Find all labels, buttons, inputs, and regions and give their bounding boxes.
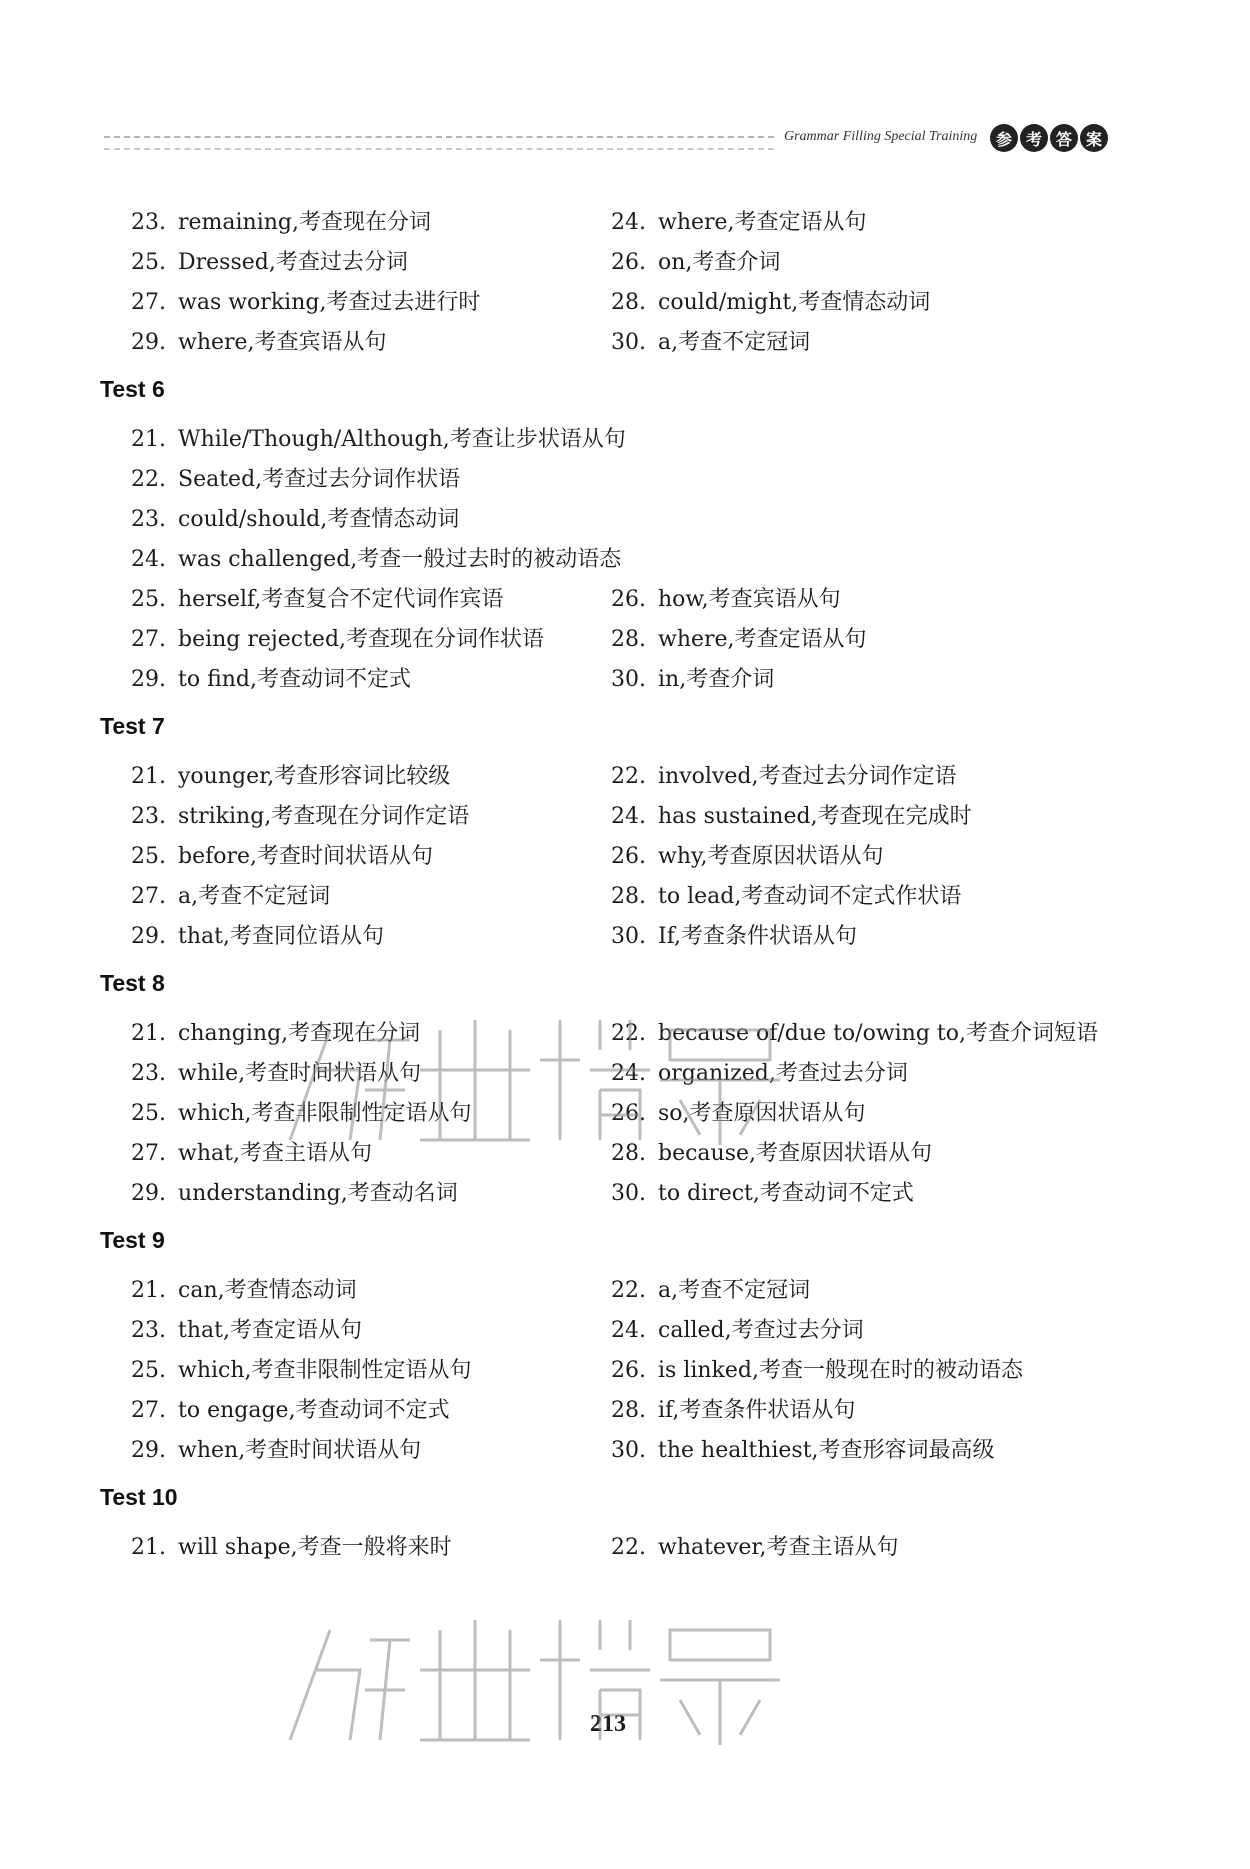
answer-number: 28. xyxy=(611,1140,646,1166)
answer-text: While/Though/Although,考查让步状语从句 xyxy=(178,426,626,452)
answer-text: involved,考查过去分词作定语 xyxy=(658,763,957,789)
answer-row xyxy=(118,1091,1118,1131)
answer-row xyxy=(118,577,1118,617)
answer-number: 24. xyxy=(611,1060,646,1086)
answer-number: 28. xyxy=(611,626,646,652)
answer-item xyxy=(598,622,1098,653)
answer-item xyxy=(118,325,598,356)
answer-number: 29. xyxy=(131,1437,166,1463)
answer-item xyxy=(118,1056,598,1087)
answer-number: 28. xyxy=(611,1397,646,1423)
answer-row xyxy=(118,657,1118,697)
answer-row xyxy=(118,754,1118,794)
answer-text: whatever,考查主语从句 xyxy=(658,1534,899,1560)
answer-number: 25. xyxy=(131,843,166,869)
answer-text: organized,考查过去分词 xyxy=(658,1060,908,1086)
answer-text: while,考查时间状语从句 xyxy=(178,1060,422,1086)
answer-item xyxy=(118,1273,598,1304)
answer-text: could/should,考查情态动词 xyxy=(178,506,460,532)
answer-item xyxy=(598,759,1098,790)
answer-text: was working,考查过去进行时 xyxy=(178,289,481,315)
answer-number: 30. xyxy=(611,1180,646,1206)
answer-item xyxy=(118,1176,598,1207)
answer-item xyxy=(598,1176,1098,1207)
answer-number: 25. xyxy=(131,1100,166,1126)
answer-text: has sustained,考查现在完成时 xyxy=(658,803,972,829)
answer-number: 26. xyxy=(611,843,646,869)
answer-item xyxy=(598,919,1098,950)
answer-row xyxy=(118,1011,1118,1051)
answer-text: that,考查同位语从句 xyxy=(178,923,384,949)
watermark-stamp-lower xyxy=(270,1590,790,1760)
answer-item xyxy=(598,1056,1098,1087)
answer-text: where,考查定语从句 xyxy=(658,209,867,235)
answer-number: 23. xyxy=(131,506,166,532)
answer-row xyxy=(118,1268,1118,1308)
answer-text: If,考查条件状语从句 xyxy=(658,923,858,949)
answer-text: on,考查介词 xyxy=(658,249,781,275)
answer-number: 21. xyxy=(131,763,166,789)
answer-number: 29. xyxy=(131,1180,166,1206)
answer-text: a,考查不定冠词 xyxy=(658,329,811,355)
answer-item xyxy=(118,1353,598,1384)
answer-row xyxy=(118,497,1118,537)
answer-item xyxy=(118,879,598,910)
answer-number: 22. xyxy=(611,1534,646,1560)
answer-item xyxy=(598,325,1098,356)
answer-item xyxy=(118,759,598,790)
answer-row xyxy=(118,1171,1118,1211)
answer-text: why,考查原因状语从句 xyxy=(658,843,884,869)
answer-item xyxy=(118,1433,598,1464)
answer-row xyxy=(118,417,1118,457)
header-answer-badges xyxy=(990,124,1108,152)
answer-text: could/might,考查情态动词 xyxy=(658,289,931,315)
answer-item xyxy=(598,245,1098,276)
answer-number: 23. xyxy=(131,1317,166,1343)
answer-row xyxy=(118,457,1118,497)
answer-row xyxy=(118,1348,1118,1388)
answer-item xyxy=(598,662,1098,693)
answer-number: 26. xyxy=(611,1100,646,1126)
answer-text: a,考查不定冠词 xyxy=(178,883,331,909)
answer-item xyxy=(598,1096,1098,1127)
answer-number: 21. xyxy=(131,1277,166,1303)
answer-number: 27. xyxy=(131,626,166,652)
badge-char: 参 xyxy=(990,124,1018,152)
answer-number: 30. xyxy=(611,666,646,692)
answer-item xyxy=(118,1096,598,1127)
answer-number: 27. xyxy=(131,1397,166,1423)
answer-item xyxy=(118,1313,598,1344)
badge-char: 案 xyxy=(1080,124,1108,152)
answer-text: called,考查过去分词 xyxy=(658,1317,864,1343)
answer-item xyxy=(118,1530,598,1561)
answer-row xyxy=(118,617,1118,657)
answer-row xyxy=(118,537,1118,577)
answer-number: 23. xyxy=(131,803,166,829)
answer-item xyxy=(598,1433,1098,1464)
answer-content xyxy=(100,200,1118,1565)
answer-item xyxy=(598,285,1098,316)
answer-text: to find,考查动词不定式 xyxy=(178,666,411,692)
answer-item xyxy=(118,205,598,236)
answer-item xyxy=(598,1273,1098,1304)
answer-text: to lead,考查动词不定式作状语 xyxy=(658,883,962,909)
section-title: Test 7 xyxy=(100,713,165,739)
section-title: Test 9 xyxy=(100,1227,165,1253)
answer-text: Dressed,考查过去分词 xyxy=(178,249,408,275)
answer-item xyxy=(598,1530,1098,1561)
answer-row xyxy=(118,1428,1118,1468)
answer-text: younger,考查形容词比较级 xyxy=(178,763,451,789)
answer-row xyxy=(118,834,1118,874)
answer-text: in,考查介词 xyxy=(658,666,775,692)
badge-char: 答 xyxy=(1050,124,1078,152)
answer-item xyxy=(118,502,598,533)
answer-text: Seated,考查过去分词作状语 xyxy=(178,466,461,492)
answer-item xyxy=(598,582,1098,613)
answer-item xyxy=(598,1313,1098,1344)
answer-number: 30. xyxy=(611,1437,646,1463)
answer-text: because,考查原因状语从句 xyxy=(658,1140,933,1166)
answer-row xyxy=(118,1051,1118,1091)
answer-item xyxy=(118,1016,598,1047)
answer-item xyxy=(118,799,598,830)
answer-text: where,考查定语从句 xyxy=(658,626,867,652)
badge-char: 考 xyxy=(1020,124,1048,152)
answer-number: 27. xyxy=(131,883,166,909)
answer-item xyxy=(118,622,598,653)
answer-number: 24. xyxy=(611,1317,646,1343)
answer-number: 22. xyxy=(611,1277,646,1303)
answer-number: 29. xyxy=(131,666,166,692)
answer-item xyxy=(598,1016,1098,1047)
answer-row xyxy=(118,240,1118,280)
answer-item xyxy=(118,245,598,276)
answer-number: 22. xyxy=(131,466,166,492)
answer-text: changing,考查现在分词 xyxy=(178,1020,421,1046)
answer-number: 24. xyxy=(611,209,646,235)
answer-text: what,考查主语从句 xyxy=(178,1140,372,1166)
answer-number: 30. xyxy=(611,329,646,355)
answer-number: 28. xyxy=(611,883,646,909)
answer-text: will shape,考查一般将来时 xyxy=(178,1534,452,1560)
answer-item xyxy=(118,462,598,493)
answer-row xyxy=(118,1388,1118,1428)
answer-row xyxy=(118,280,1118,320)
answer-item xyxy=(118,285,598,316)
answer-text: if,考查条件状语从句 xyxy=(658,1397,856,1423)
answer-row xyxy=(118,1131,1118,1171)
answer-text: when,考查时间状语从句 xyxy=(178,1437,422,1463)
answer-row xyxy=(118,914,1118,954)
answer-item xyxy=(118,422,626,453)
answer-text: which,考查非限制性定语从句 xyxy=(178,1357,472,1383)
answer-text: because of/due to/owing to,考查介词短语 xyxy=(658,1020,1099,1046)
section-title: Test 6 xyxy=(100,376,165,402)
answer-number: 22. xyxy=(611,763,646,789)
answer-number: 28. xyxy=(611,289,646,315)
section-title: Test 8 xyxy=(100,970,165,996)
answer-row xyxy=(118,320,1118,360)
answer-number: 24. xyxy=(611,803,646,829)
answer-text: that,考查定语从句 xyxy=(178,1317,362,1343)
answer-text: remaining,考查现在分词 xyxy=(178,209,432,235)
answer-number: 30. xyxy=(611,923,646,949)
answer-text: the healthiest,考查形容词最高级 xyxy=(658,1437,995,1463)
answer-item xyxy=(598,1393,1098,1424)
answer-number: 25. xyxy=(131,1357,166,1383)
answer-number: 29. xyxy=(131,923,166,949)
answer-text: understanding,考查动名词 xyxy=(178,1180,458,1206)
answer-row xyxy=(118,874,1118,914)
answer-number: 26. xyxy=(611,1357,646,1383)
answer-number: 26. xyxy=(611,586,646,612)
answer-text: before,考查时间状语从句 xyxy=(178,843,434,869)
answer-text: can,考查情态动词 xyxy=(178,1277,357,1303)
answer-text: how,考查宾语从句 xyxy=(658,586,841,612)
answer-number: 27. xyxy=(131,289,166,315)
answer-item xyxy=(118,582,598,613)
answer-row xyxy=(118,794,1118,834)
answer-text: striking,考查现在分词作定语 xyxy=(178,803,470,829)
answer-item xyxy=(598,879,1098,910)
section-title: Test 10 xyxy=(100,1484,178,1510)
answer-text: a,考查不定冠词 xyxy=(658,1277,811,1303)
answer-number: 23. xyxy=(131,1060,166,1086)
header-dashed-rule xyxy=(104,136,774,150)
answer-text: where,考查宾语从句 xyxy=(178,329,387,355)
header-title: Grammar Filling Special Training xyxy=(784,129,978,144)
answer-number: 26. xyxy=(611,249,646,275)
answer-item xyxy=(118,919,598,950)
answer-number: 29. xyxy=(131,329,166,355)
answer-text: being rejected,考查现在分词作状语 xyxy=(178,626,545,652)
page-number: 213 xyxy=(590,1711,626,1737)
answer-row xyxy=(118,1308,1118,1348)
answer-row xyxy=(118,1525,1118,1565)
answer-number: 24. xyxy=(131,546,166,572)
answer-item xyxy=(598,799,1098,830)
answer-item xyxy=(118,839,598,870)
answer-number: 22. xyxy=(611,1020,646,1046)
answer-item xyxy=(598,1136,1098,1167)
answer-text: was challenged,考查一般过去时的被动语态 xyxy=(178,546,622,572)
answer-number: 25. xyxy=(131,249,166,275)
answer-row xyxy=(118,200,1118,240)
answer-text: to engage,考查动词不定式 xyxy=(178,1397,450,1423)
answer-number: 25. xyxy=(131,586,166,612)
answer-item xyxy=(598,1353,1098,1384)
answer-text: to direct,考查动词不定式 xyxy=(658,1180,914,1206)
page-header xyxy=(104,124,1104,164)
answer-text: herself,考查复合不定代词作宾语 xyxy=(178,586,504,612)
answer-number: 21. xyxy=(131,1534,166,1560)
answer-text: so,考查原因状语从句 xyxy=(658,1100,866,1126)
answer-item xyxy=(118,1393,598,1424)
answer-item xyxy=(598,839,1098,870)
answer-item xyxy=(118,1136,598,1167)
answer-number: 21. xyxy=(131,426,166,452)
answer-item xyxy=(118,542,622,573)
answer-text: which,考查非限制性定语从句 xyxy=(178,1100,472,1126)
answer-number: 27. xyxy=(131,1140,166,1166)
answer-item xyxy=(118,662,598,693)
answer-text: is linked,考查一般现在时的被动语态 xyxy=(658,1357,1023,1383)
answer-number: 21. xyxy=(131,1020,166,1046)
answer-item xyxy=(598,205,1098,236)
answer-number: 23. xyxy=(131,209,166,235)
